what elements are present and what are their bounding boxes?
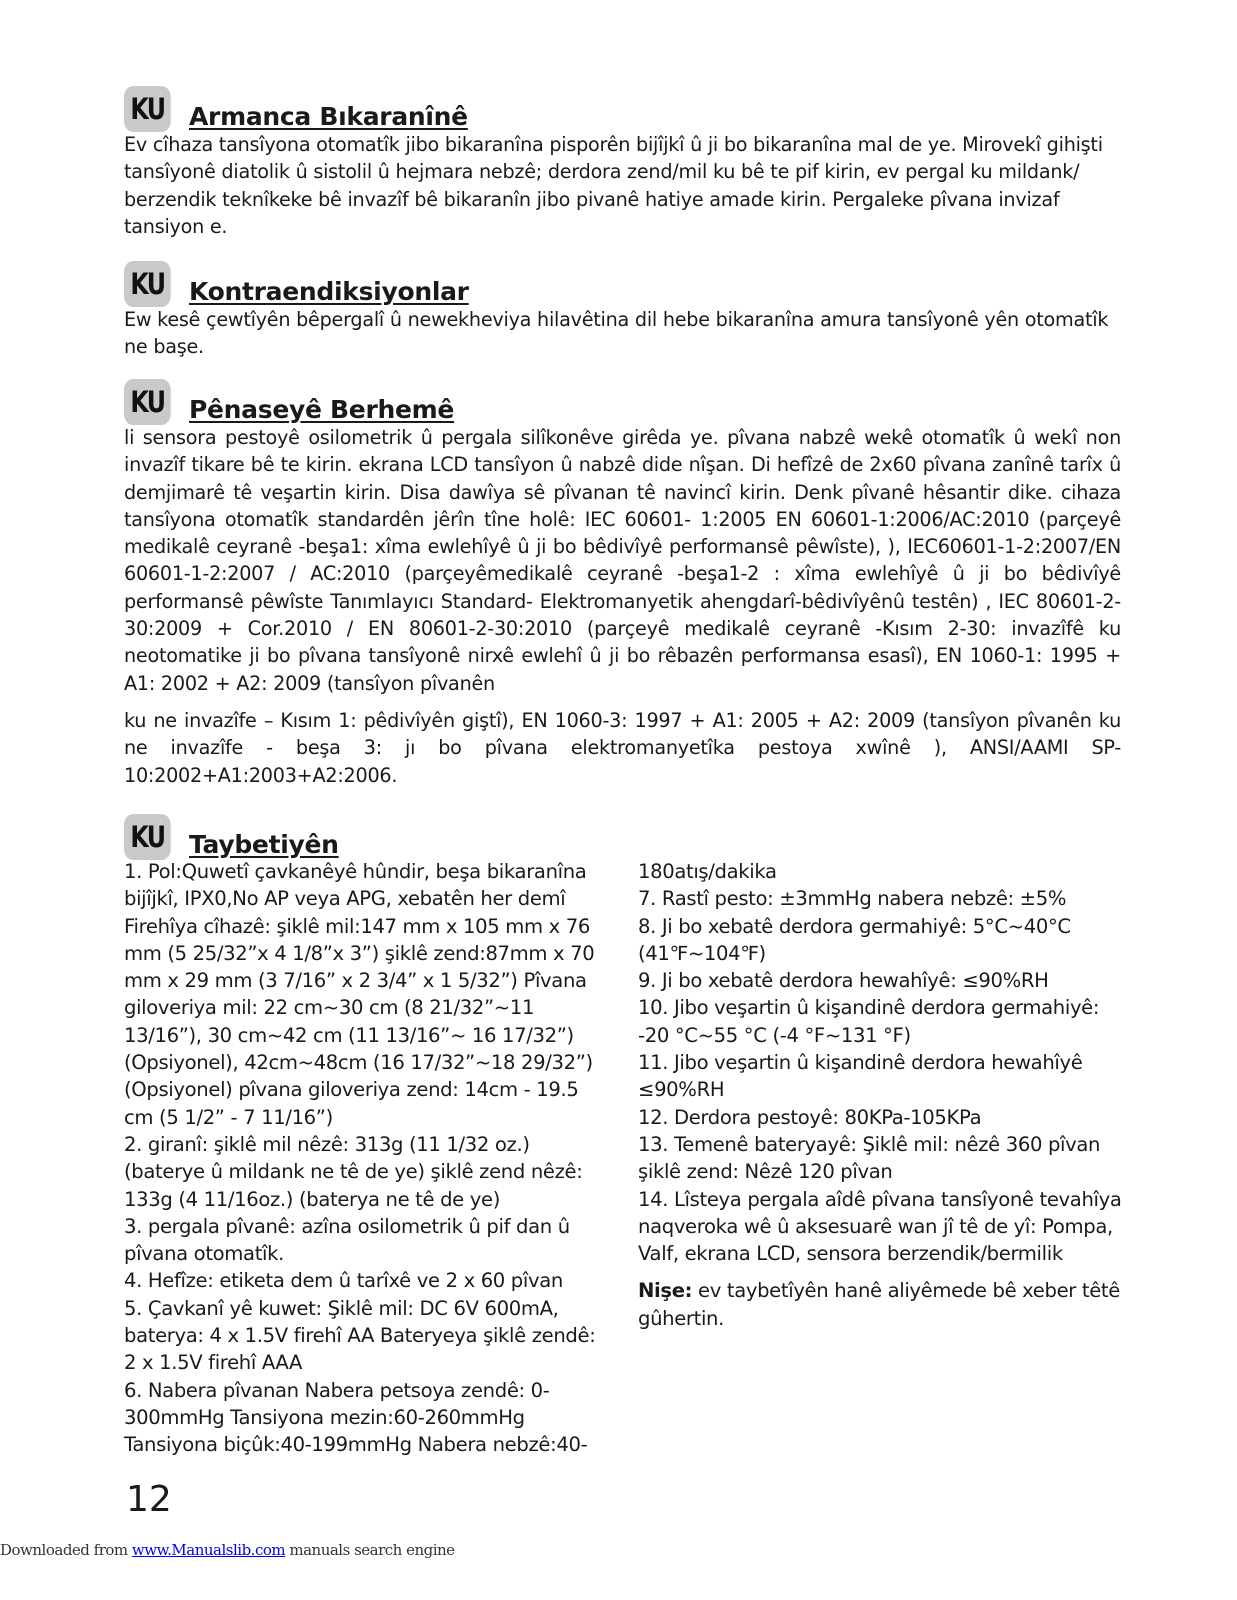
spec-item: 1. Pol:Quwetî çavkanêyê hûndir, beşa bikaranîna bijîjkî, IPX0,No AP veya APG, xebatên her demî Firehîya cîhazê: şiklê mil:147 mm x 105 mm x 76 mm (5 25/32”x 4 1/8”x 3”) şiklê zend:87mm x 70 mm x 29 mm (3 7/16” x 2 3/4” x 1 5/32”) Pîvana giloveriya mil: 22 cm~30 cm (8 21/32”~11 13/16”), 30 cm~42 cm (11 13/16”~ 16 17/32”) (Opsiyonel), 42cm~48cm (16 17/32”~18 29/32”) (Opsiyonel) pîvana giloveriya zend: 14cm - 19.5 cm (5 1/2” - 7 11/16”) <box>124 860 595 1129</box>
spec-item: 8. Ji bo xebatê derdora germahiyê: 5°C~40°C (41℉~104℉) <box>638 914 1071 965</box>
spec-item: 2. giranî: şiklê mil nêzê: 313g (11 1/32 oz.) (baterye û mildank ne tê de ye) şiklê zend nêzê: 133g (4 11/16oz.) (baterya ne tê de ye) <box>124 1132 583 1211</box>
page-number: 12 <box>126 1479 172 1520</box>
section-intended-use <box>124 84 1121 240</box>
download-footer <box>0 1541 455 1559</box>
spec-item: 5. Çavkanî yê kuwet: Şiklê mil: DC 6V 600mA, baterya: 4 x 1.5V firehî AA Bateryeya şiklê zendê: 2 x 1.5V firehî AAA <box>124 1296 596 1375</box>
specs-left-column <box>124 858 612 1459</box>
section-body-continued: ku ne invazîfe – Kısım 1: pêdivîyên giştî), EN 1060-3: 1997 + A1: 2005 + A2: 2009 (tansîyon pîvanên ku ne invazîfe - beşa 3: jı bo pîvana elektromanyetîka pestoya xwînê ), ANSI/AAMI SP-10:2002+A1:2003+A2:2006. <box>124 708 1121 787</box>
section-heading <box>124 84 1121 132</box>
spec-item: 180atış/dakika <box>638 860 777 883</box>
section-title: Taybetiyên <box>189 830 339 859</box>
section-title: Armanca Bıkaranînê <box>189 102 468 131</box>
section-specifications <box>124 812 1121 860</box>
section-title: Kontraendiksiyonlar <box>189 277 469 306</box>
spec-item: 3. pergala pîvanê: azîna osilometrik û pif dan û pîvana otomatîk. <box>124 1214 570 1266</box>
language-badge: KU <box>124 379 171 425</box>
section-contraindications <box>124 259 1121 361</box>
spec-item: 4. Hefîze: etiketa dem û tarîxê ve 2 x 60 pîvan <box>124 1269 563 1293</box>
footer-prefix: Downloaded from <box>0 1541 132 1559</box>
language-badge: KU <box>124 86 171 132</box>
note-label: Nişe: <box>638 1279 693 1303</box>
spec-item: 14. Lîsteya pergala aîdê pîvana tansîyonê tevahîya naqveroka wê û aksesuarê wan jî tê de yî: Pompa, Valf, ekrana LCD, sensora berzendik/bermilik <box>638 1187 1122 1266</box>
spec-item: 12. Derdora pestoyê: 80KPa-105KPa <box>638 1105 982 1129</box>
footer-suffix: manuals search engine <box>285 1541 455 1559</box>
section-body: li sensora pestoyê osilometrik û pergala silîkonêve girêda ye. pîvana nabzê wekê otomatîk û wekî non invazîf tikare bê te kirin. ekrana LCD tansîyon û nabzê dide nîşan. Di hefîzê de 2x60 pîvana zanînê tarîx û demjimarê tê veşartin kirin. Disa dawîya sê pîvanan tê navincî kirin. Denk pîvanê hêsantir dike. cihaza tansîyona otomatîk standardên jêrîn tîne holê: IEC 60601- 1:2005 EN 60601-1:2006/AC:2010 (parçeyê medikalê ceyranê -beşa1: xîma ewlehîyê û ji bo bêdivîyê performansê pêwîste), ), IEC60601-1-2:2007/EN 60601-1-2:2007 / AC:2010 (parçeyêmedikalê ceyranê -beşa1-2 : xîma ewlehîyê û ji bo bêdivîyê performansê pêwîste Tanımlayıcı Standard- Elektromanyetik ahengdarî-bêdivîyênû testên) , IEC 80601-2- 30:2009 + Cor.2010 / EN 80601-2-30:2010 (parçeyê medikalê ceyranê -Kısım 2-30: invazîfê ku neotomatike ji bo pîvana tansîyonê nirxê ewlehî û ji bo rêbazên performansa esasî), EN 1060-1: 1995 + A1: 2002 + A2: 2009 (tansîyon pîvanên <box>124 426 1121 695</box>
specs-right-column <box>638 858 1123 1332</box>
manualslib-link[interactable]: www.Manualslib.com <box>131 1541 286 1559</box>
section-product-description <box>124 377 1121 789</box>
section-heading <box>124 377 1121 425</box>
spec-item: 13. Temenê bateryayê: Şiklê mil: nêzê 360 pîvan şiklê zend: Nêzê 120 pîvan <box>638 1132 1101 1184</box>
spec-item: 11. Jibo veşartin û kişandinê derdora hewahîyê ≤90%RH <box>638 1051 1083 1102</box>
section-body: Ew kesê çewtîyên bêpergalî û newekheviya hilavêtina dil hebe bikaranîna amura tansîyonê yên otomatîk ne başe. <box>124 308 1109 359</box>
note-text: ev taybetîyên hanê aliyêmede bê xeber têtê gûhertin. <box>638 1279 1120 1330</box>
section-title: Pênaseyê Berhemê <box>189 395 455 424</box>
spec-item: 10. Jibo veşartin û kişandinê derdora germahiyê: -20 °C~55 °C (-4 °F~131 °F) <box>638 996 1100 1047</box>
spec-item: 7. Rastî pesto: ±3mmHg nabera nebzê: ±5% <box>638 887 1067 911</box>
spec-item: 9. Ji bo xebatê derdora hewahîyê: ≤90%RH <box>638 969 1049 993</box>
note <box>638 1277 1123 1332</box>
language-badge: KU <box>124 261 171 307</box>
section-body: Ev cîhaza tansîyona otomatîk jibo bikaranîna pisporên bijîjkî û ji bo bikaranîna mal de ye. Mirovekî gihişti tansîyonê diatolik û sistolil û hejmara nebzê; derdora zend/mil ku bê te pif kirin, ev pergal ku mildank/ berzendik teknîkeke bê invazîf bê bikaranîn jibo pivanê hatiye amade kirin. Pergaleke pîvana invizaf tansiyon e. <box>124 133 1103 238</box>
section-heading <box>124 812 1121 860</box>
section-heading <box>124 259 1121 307</box>
spec-item: 6. Nabera pîvanan Nabera petsoya zendê: 0-300mmHg Tansiyona mezin:60-260mmHg Tansiyona biçûk:40-199mmHg Nabera nebzê:40- <box>124 1378 588 1457</box>
language-badge: KU <box>124 814 171 860</box>
